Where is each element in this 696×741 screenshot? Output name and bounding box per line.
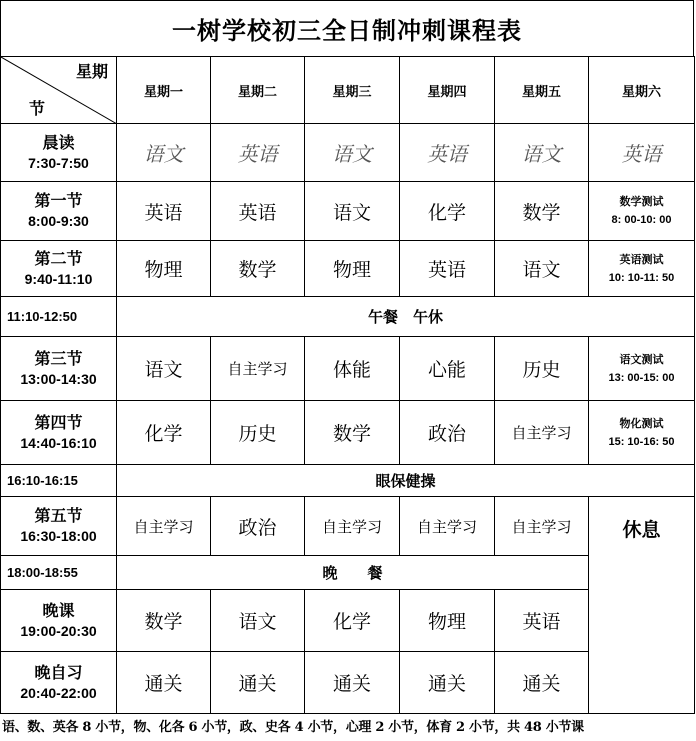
saturday-rest-cell: 休息 (589, 497, 695, 714)
subject-cell: 语文 (305, 182, 400, 241)
subject-cell: 自主学习 (495, 497, 589, 556)
slot-cell (1, 497, 117, 556)
subject-cell: 语文 (117, 337, 211, 401)
subject-cell: 自主学习 (495, 401, 589, 465)
subject-cell: 历史 (211, 401, 305, 465)
subject-cell: 通关 (211, 652, 305, 714)
slot-time: 20:40-22:00 (20, 684, 97, 701)
subject-cell: 通关 (305, 652, 400, 714)
day-header-thu: 星期四 (400, 57, 495, 124)
subject-cell: 物理 (117, 241, 211, 297)
test-time: 13: 00-15: 00 (608, 371, 675, 384)
subject-cell: 通关 (117, 652, 211, 714)
slot-cell (1, 182, 117, 241)
subject-cell: 物理 (400, 590, 495, 652)
slot-name: 晚课 (42, 600, 75, 620)
corner-period-label: 节 (29, 99, 46, 118)
subject-cell: 语文 (305, 124, 400, 182)
slot-time: 14:40-16:10 (20, 434, 97, 451)
subject-cell: 英语 (211, 124, 305, 182)
slot-cell (1, 401, 117, 465)
saturday-test-cell (589, 241, 695, 297)
test-time: 10: 10-11: 50 (608, 271, 675, 284)
slot-name: 第二节 (34, 248, 83, 268)
slot-time: 7:30-7:50 (28, 154, 89, 171)
test-time: 8: 00-10: 00 (611, 214, 672, 226)
saturday-test-cell (589, 182, 695, 241)
slot-time: 19:00-20:30 (20, 622, 97, 639)
row-period-3 (1, 337, 695, 401)
subject-cell: 物理 (305, 241, 400, 297)
subject-cell: 心能 (400, 337, 495, 401)
slot-cell (1, 337, 117, 401)
slot-time: 18:00-18:55 (1, 556, 117, 590)
slot-cell (1, 590, 117, 652)
footnote: 语、数、英各 8 小节，物、化各 6 小节，政、史各 4 小节，心理 2 小节，体育 2 小节，共 48 小节课 (2, 720, 584, 735)
subject-cell: 自主学习 (117, 497, 211, 556)
subject-cell: 语文 (495, 124, 589, 182)
slot-name: 晚自习 (34, 662, 83, 682)
saturday-test-cell (589, 401, 695, 465)
subject-cell: 英语 (589, 124, 695, 182)
slot-cell (1, 124, 117, 182)
subject-cell: 通关 (495, 652, 589, 714)
subject-cell: 数学 (305, 401, 400, 465)
slot-cell (1, 652, 117, 714)
day-header-mon: 星期一 (117, 57, 211, 124)
row-period-5 (1, 497, 695, 556)
subject-cell: 语文 (495, 241, 589, 297)
corner-day-label: 星期 (75, 62, 108, 81)
subject-cell: 政治 (211, 497, 305, 556)
subject-cell: 化学 (400, 182, 495, 241)
slot-time: 9:40-11:10 (24, 270, 93, 287)
saturday-test-cell (589, 337, 695, 401)
row-period-1 (1, 182, 695, 241)
subject-cell: 英语 (400, 241, 495, 297)
test-name: 数学测试 (619, 195, 664, 208)
subject-cell: 数学 (117, 590, 211, 652)
row-period-4 (1, 401, 695, 465)
day-header-wed: 星期三 (305, 57, 400, 124)
schedule-table (0, 56, 695, 714)
subject-cell: 英语 (495, 590, 589, 652)
subject-cell: 英语 (117, 182, 211, 241)
corner-cell (1, 57, 117, 124)
slot-name: 第四节 (34, 412, 83, 432)
slot-name: 晨读 (42, 132, 75, 152)
subject-cell: 数学 (495, 182, 589, 241)
row-lunch (1, 297, 695, 337)
day-header-sat: 星期六 (589, 57, 695, 124)
row-eye-exercise (1, 465, 695, 497)
slot-time: 16:10-16:15 (1, 465, 117, 497)
subject-cell: 自主学习 (400, 497, 495, 556)
subject-cell: 历史 (495, 337, 589, 401)
row-morning-reading (1, 124, 695, 182)
subject-cell: 化学 (117, 401, 211, 465)
slot-name: 第一节 (34, 191, 83, 210)
test-time: 15: 10-16: 50 (608, 435, 675, 448)
header-row (1, 57, 695, 124)
page-title: 一树学校初三全日制冲刺课程表 (0, 0, 694, 57)
subject-cell: 政治 (400, 401, 495, 465)
slot-time: 8:00-9:30 (28, 213, 89, 229)
test-name: 英语测试 (619, 252, 664, 266)
subject-cell: 英语 (211, 182, 305, 241)
eye-exercise-banner: 眼保健操 (117, 465, 695, 497)
test-name: 语文测试 (619, 352, 664, 366)
subject-cell: 自主学习 (305, 497, 400, 556)
day-header-fri: 星期五 (495, 57, 589, 124)
slot-time: 16:30-18:00 (20, 528, 97, 544)
subject-cell: 数学 (211, 241, 305, 297)
dinner-banner: 晚 餐 (117, 556, 589, 590)
subject-cell: 英语 (400, 124, 495, 182)
subject-cell: 语文 (117, 124, 211, 182)
slot-time: 11:10-12:50 (1, 297, 117, 337)
test-name: 物化测试 (619, 416, 664, 430)
subject-cell: 自主学习 (211, 337, 305, 401)
subject-cell: 通关 (400, 652, 495, 714)
slot-cell (1, 241, 117, 297)
subject-cell: 语文 (211, 590, 305, 652)
subject-cell: 体能 (305, 337, 400, 401)
slot-name: 第三节 (34, 348, 83, 368)
day-header-tue: 星期二 (211, 57, 305, 124)
row-period-2 (1, 241, 695, 297)
lunch-banner: 午餐 午休 (117, 297, 695, 337)
subject-cell: 化学 (305, 590, 400, 652)
slot-time: 13:00-14:30 (20, 370, 97, 387)
slot-name: 第五节 (34, 506, 83, 525)
